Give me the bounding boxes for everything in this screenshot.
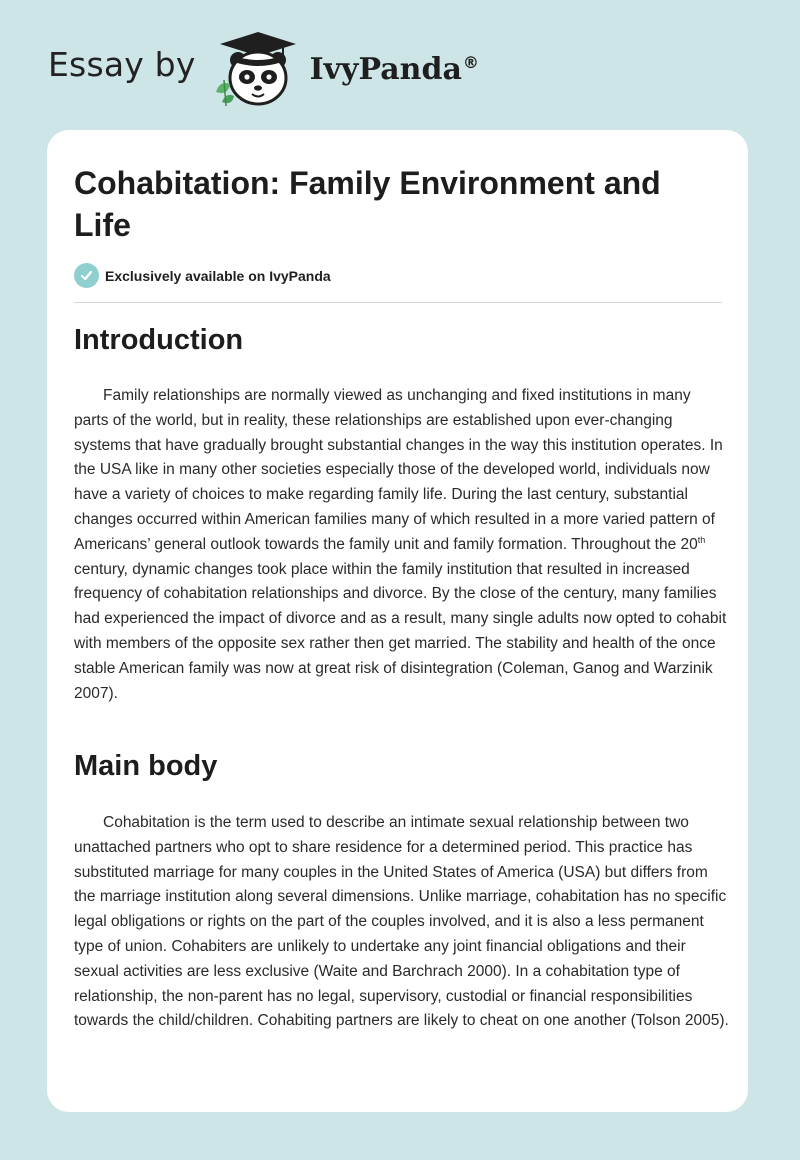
brand-name[interactable] xyxy=(310,52,479,87)
site-header xyxy=(48,30,479,110)
section-paragraph-main-body: Cohabitation is the term used to describe an intimate sexual relationship between two unattached partners who opt to share residence for a determined period. This practice has substituted marriage for many couples in the United States of America (USA) but differs from the marriage institution along several dimensions. Unlike marriage, cohabitation has no specific legal obligations or rights on the part of the couples involved, and it is also a less permanent type of union. Cohabiters are unlikely to undertake any joint financial obligations and their sexual activities are less exclusive (Waite and Barchrach 2000). In a cohabitation type of relationship, the non-parent has no legal, supervisory, custodial or financial responsibilities towards the child/children. Cohabiting partners are likely to cheat on one another (Tolson 2005). xyxy=(74,814,729,1030)
registered-mark: ® xyxy=(462,52,479,72)
section-paragraph-introduction xyxy=(74,384,729,706)
superscript: th xyxy=(697,534,706,545)
page-title: Cohabitation: Family Environment and Life xyxy=(74,165,661,243)
exclusive-badge xyxy=(74,263,331,288)
essay-by-label: Essay by xyxy=(48,44,196,84)
article-card xyxy=(47,130,748,1112)
divider xyxy=(74,302,722,303)
brand-name-text: IvyPanda xyxy=(309,51,462,87)
paragraph-text: Family relationships are normally viewed as unchanging and fixed institutions in many parts of the world, but in reality, these relationships are established upon ever-changing systems that have gradually brought substantial changes in the way this institution operates. In the USA like in many other societies especially those of the developed world, individuals now have a variety of choices to make regarding family life. During the last century, substantial changes occurred within American families many of which resulted in a more varied pattern of Americans’ general outlook towards the family unit and family formation. Throughout the 20 xyxy=(74,387,723,553)
panda-graduation-cap-icon[interactable] xyxy=(210,30,306,110)
section-heading-introduction: Introduction xyxy=(74,324,244,356)
check-circle-icon xyxy=(74,263,99,288)
exclusive-badge-label: Exclusively available on IvyPanda xyxy=(105,267,331,284)
paragraph-text-continued: century, dynamic changes took place within the family institution that resulted in increased frequency of cohabitation relationships and divorce. By the close of the century, many families had experienced the impact of divorce and as a result, many single adults now opted to cohabit with members of the opposite sex rather then get married. The stability and health of the once stable American family was now at great risk of disintegration (Coleman, Ganog and Warzinik 2007). xyxy=(74,560,727,702)
section-heading-main-body: Main body xyxy=(74,750,218,782)
